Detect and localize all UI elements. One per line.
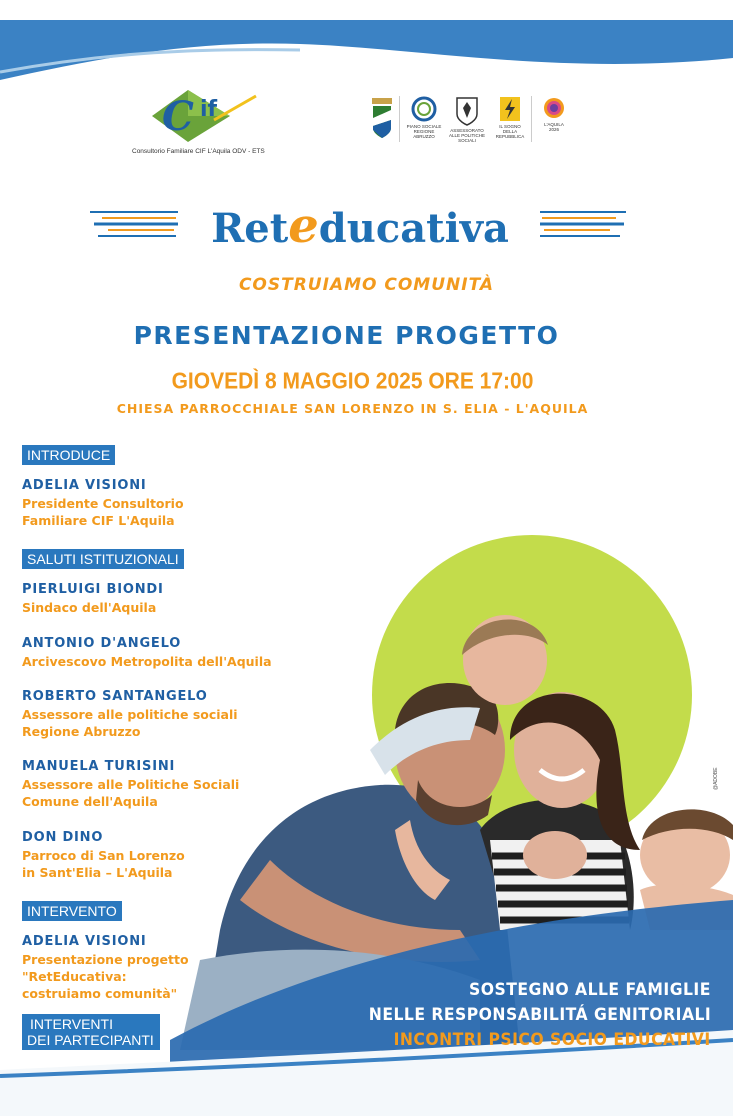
partecipanti-tag (22, 1014, 160, 1050)
title-text (180, 198, 540, 254)
speaker-role: Assessore alle Politiche Sociali (22, 777, 240, 792)
partecipanti-label-line: DEI PARTECIPANTI (27, 1032, 154, 1048)
intervento-tag: INTERVENTO (22, 901, 122, 921)
speaker-name: PIERLUIGI BIONDI (22, 582, 164, 597)
partner-logo: PIANO SOCIALE REGIONE ABRUZZO (404, 96, 444, 148)
piano-sociale-logo (411, 96, 437, 122)
slogan-line: SOSTEGNO ALLE FAMIGLIE (469, 980, 711, 1000)
title-part2: ducativa (318, 205, 509, 252)
photo-credit: @ADOBE (713, 767, 719, 790)
speaker-name: MANUELA TURISINI (22, 759, 176, 774)
divider (399, 96, 400, 142)
speaker-role: Arcivescovo Metropolita dell'Aquila (22, 654, 272, 669)
speaker-role: Parroco di San Lorenzo (22, 848, 185, 863)
subtitle: COSTRUIAMO COMUNITÀ (238, 275, 495, 295)
partecipanti-label-line: INTERVENTI (30, 1016, 113, 1032)
speaker-role: Regione Abruzzo (22, 724, 141, 739)
speaker-role: Sindaco dell'Aquila (22, 600, 157, 615)
intervento-role: "RetEducativa: (22, 969, 127, 984)
speed-lines-left (90, 208, 180, 244)
introduce-tag: INTRODUCE (22, 445, 115, 465)
speaker-name: DON DINO (22, 830, 104, 845)
introducer-name: ADELIA VISIONI (22, 478, 147, 493)
partner-logo: ASSESSORATO ALLE POLITICHE SOCIALI (446, 96, 488, 148)
partner-logo: IL SOGNO DELLA REPUBBLICA (495, 96, 525, 148)
event-venue: CHIESA PARROCCHIALE SAN LORENZO IN S. ELIA - L'AQUILA (116, 401, 589, 416)
bolt-logo (499, 96, 521, 122)
partner-logo: L'AQUILA 2026 (539, 96, 569, 148)
svg-text:if: if (200, 97, 218, 122)
speaker-name: ANTONIO D'ANGELO (22, 636, 182, 651)
speaker-role: Comune dell'Aquila (22, 794, 158, 809)
top-wave-decoration (0, 0, 733, 110)
introducer-role: Familiare CIF L'Aquila (22, 513, 175, 528)
intervento-role: Presentazione progetto (22, 952, 189, 967)
title-letter-e: e (288, 198, 319, 254)
project-title (90, 196, 635, 256)
speaker-name: ROBERTO SANTANGELO (22, 689, 208, 704)
saluti-tag: SALUTI ISTITUZIONALI (22, 549, 184, 569)
regione-crest-logo (455, 96, 479, 126)
regione-abruzzo-logo (371, 96, 393, 140)
speed-lines-right (538, 208, 628, 244)
cif-logo (148, 86, 258, 144)
intervento-name: ADELIA VISIONI (22, 934, 147, 949)
event-type: PRESENTAZIONE PROGETTO (133, 321, 560, 350)
title-part1: Ret (211, 205, 289, 252)
event-datetime: GIOVEDÌ 8 MAGGIO 2025 ORE 17:00 (171, 368, 534, 395)
laquila-2026-logo (542, 96, 566, 120)
introducer-role: Presidente Consultorio (22, 496, 184, 511)
speaker-role: in Sant'Elia – L'Aquila (22, 865, 173, 880)
slogan-line: INCONTRI PSICO SOCIO EDUCATIVI (393, 1030, 711, 1050)
speaker-role: Assessore alle politiche sociali (22, 707, 238, 722)
org-caption: Consultorio Familiare CIF L'Aquila ODV - ETS (132, 148, 265, 155)
divider (531, 96, 532, 142)
intervento-role: costruiamo comunità" (22, 986, 178, 1001)
svg-text:C: C (162, 93, 194, 140)
slogan-line: NELLE RESPONSABILITÁ GENITORIALI (368, 1005, 711, 1025)
partner-logo (369, 96, 395, 148)
